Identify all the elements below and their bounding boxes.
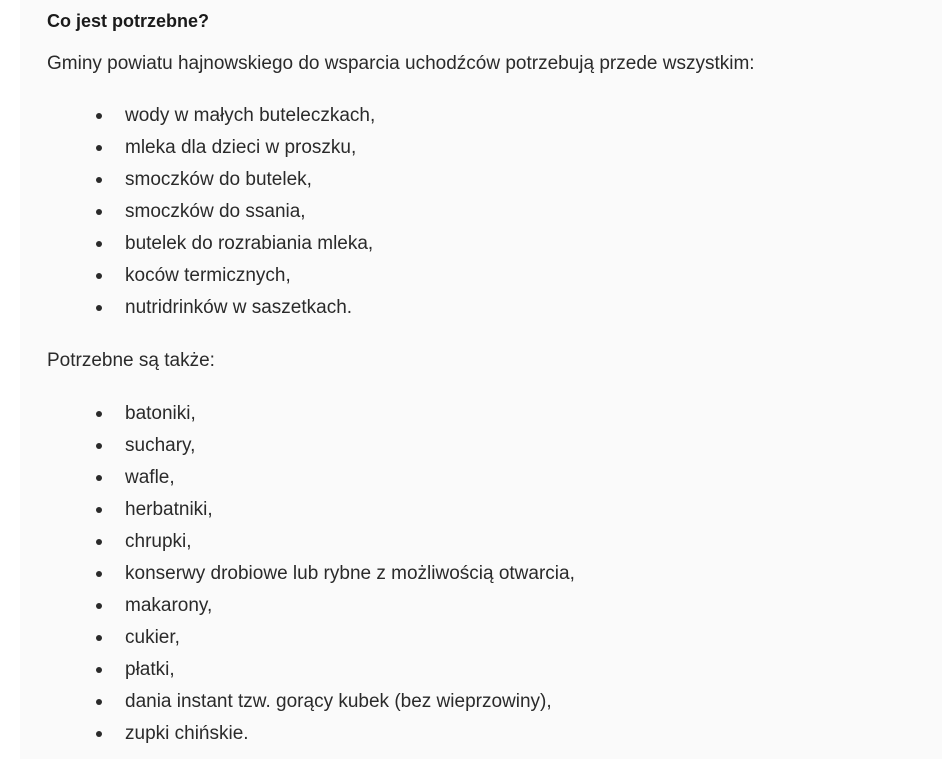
list-item [47, 434, 575, 466]
list-item-text: płatki, [125, 659, 175, 680]
bullet-icon [96, 475, 102, 481]
bullet-icon [96, 411, 102, 417]
bullet-icon [96, 177, 102, 183]
list-item [47, 722, 575, 754]
primary-needs-list [47, 104, 375, 328]
bullet-icon [96, 571, 102, 577]
intro-paragraph: Gminy powiatu hajnowskiego do wsparcia uchodźców potrzebują przede wszystkim: [47, 53, 755, 74]
bullet-icon [96, 539, 102, 545]
list-item-text: butelek do rozrabiania mleka, [125, 233, 374, 254]
bullet-icon [96, 699, 102, 705]
bullet-icon [96, 305, 102, 311]
bullet-icon [96, 145, 102, 151]
list-item [47, 562, 575, 594]
list-item-text: makarony, [125, 595, 213, 616]
list-item [47, 658, 575, 690]
bullet-icon [96, 241, 102, 247]
list-item-text: koców termicznych, [125, 265, 291, 286]
bullet-icon [96, 507, 102, 513]
list-item [47, 690, 575, 722]
list-item [47, 594, 575, 626]
list-item-text: zupki chińskie. [125, 723, 249, 744]
bullet-icon [96, 667, 102, 673]
list-item-text: smoczków do ssania, [125, 201, 306, 222]
list-item [47, 136, 375, 168]
list-item-text: wody w małych buteleczkach, [125, 105, 376, 126]
list-item-text: konserwy drobiowe lub rybne z możliwością otwarcia, [125, 563, 575, 584]
list-item-text: suchary, [125, 435, 196, 456]
list-item [47, 530, 575, 562]
list-item [47, 104, 375, 136]
list-item [47, 466, 575, 498]
list-item [47, 168, 375, 200]
list-item-text: wafle, [125, 467, 175, 488]
list-item-text: herbatniki, [125, 499, 213, 520]
list-item [47, 296, 375, 328]
secondary-needs-list [47, 402, 575, 754]
list-item [47, 498, 575, 530]
list-item-text: mleka dla dzieci w proszku, [125, 137, 357, 158]
list-item [47, 232, 375, 264]
list-item [47, 402, 575, 434]
also-needed-paragraph: Potrzebne są także: [47, 350, 215, 371]
list-item-text: dania instant tzw. gorący kubek (bez wieprzowiny), [125, 691, 552, 712]
list-item [47, 264, 375, 296]
list-item-text: batoniki, [125, 403, 196, 424]
bullet-icon [96, 635, 102, 641]
list-item-text: smoczków do butelek, [125, 169, 312, 190]
bullet-icon [96, 603, 102, 609]
section-heading: Co jest potrzebne? [47, 11, 210, 31]
article-content [20, 0, 942, 759]
bullet-icon [96, 731, 102, 737]
list-item-text: cukier, [125, 627, 180, 648]
list-item-text: nutridrinków w saszetkach. [125, 297, 353, 318]
bullet-icon [96, 209, 102, 215]
bullet-icon [96, 443, 102, 449]
list-item [47, 626, 575, 658]
bullet-icon [96, 273, 102, 279]
list-item [47, 200, 375, 232]
bullet-icon [96, 113, 102, 119]
list-item-text: chrupki, [125, 531, 192, 552]
